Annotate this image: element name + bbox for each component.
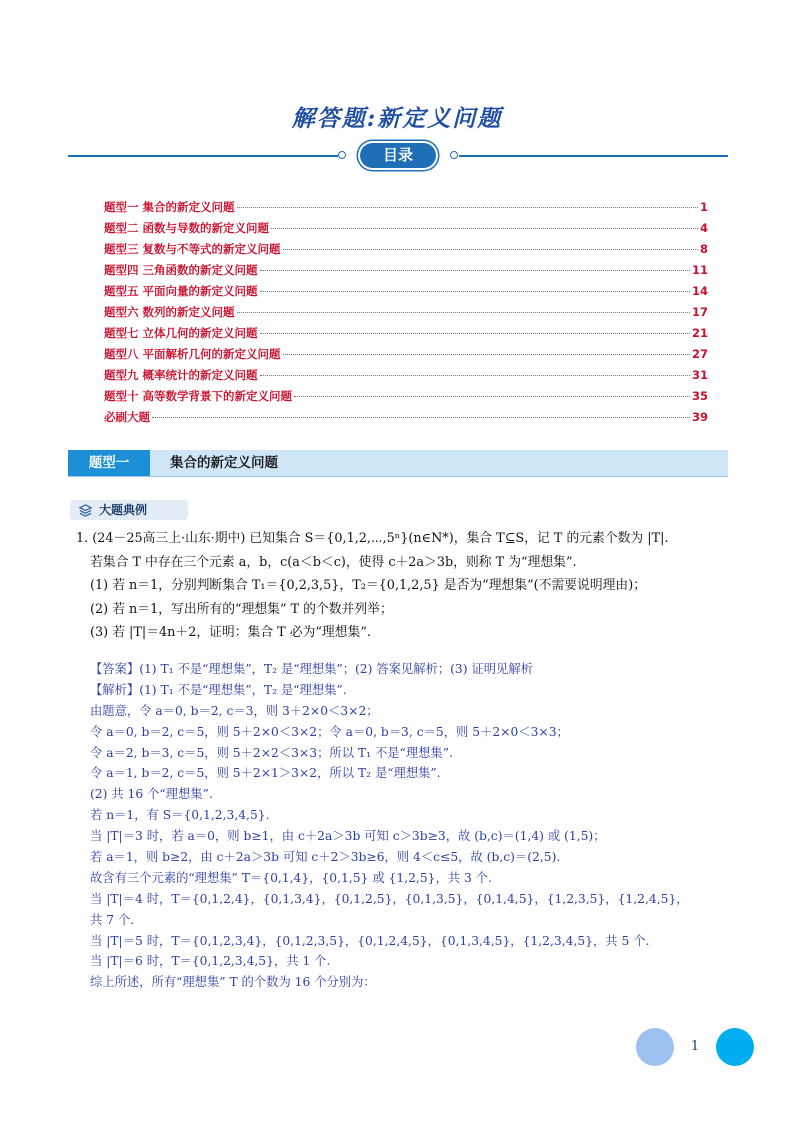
- toc-entry[interactable]: [104, 325, 708, 346]
- toc-leader: [237, 312, 690, 313]
- toc-entry[interactable]: [104, 304, 708, 325]
- solution-line: 当 |T|＝3 时，若 a＝0，则 b≥1，由 c＋2a＞3b 可知 c＞3b≥3，故 (b,c)＝(1,4) 或 (1,5)；: [90, 829, 606, 844]
- solution-line: 若 a＝1，则 b≥2，由 c＋2a＞3b 可知 c＋2＞3b≥6，则 4＜c≤5，故 (b,c)＝(2,5).: [90, 850, 561, 865]
- toc-entry-label: 题型三 复数与不等式的新定义问题: [104, 242, 281, 256]
- toc-entry-label: 题型十 高等数学背景下的新定义问题: [104, 389, 293, 403]
- solution-line: 令 a＝2, b＝3, c＝5，则 5＋2×2＜3×3；所以 T₁ 不是“理想集”.: [90, 745, 453, 760]
- toc-banner-dot-left: [338, 151, 346, 159]
- problem-statement: [76, 527, 736, 645]
- solution-line: 综上所述，所有“理想集” T 的个数为 16 个分别为：: [90, 975, 376, 990]
- solution-line: 当 |T|＝6 时，T＝{0,1,2,3,4,5}，共 1 个.: [90, 954, 331, 969]
- toc-banner: [68, 146, 728, 168]
- toc-banner-line-left: [68, 155, 338, 157]
- toc-heading: 目录: [360, 143, 436, 168]
- toc-entry-page: 1: [699, 200, 708, 214]
- toc-entry[interactable]: [104, 262, 708, 283]
- toc-entry[interactable]: [104, 199, 708, 220]
- page-number: 1: [690, 1039, 700, 1054]
- section-header: [68, 450, 728, 477]
- toc-entry[interactable]: [104, 220, 708, 241]
- toc-entry-page: 4: [699, 221, 708, 235]
- solution-block: [90, 659, 740, 993]
- toc-entry[interactable]: [104, 346, 708, 367]
- toc-entry-label: 题型八 平面解析几何的新定义问题: [104, 347, 281, 361]
- section-title: 集合的新定义问题: [170, 455, 278, 471]
- example-badge-label: 大题典例: [99, 503, 148, 517]
- toc-entry[interactable]: [104, 283, 708, 304]
- table-of-contents: [104, 199, 708, 430]
- toc-banner-line-right: [459, 155, 728, 157]
- toc-leader: [260, 291, 690, 292]
- page-circle-left: [636, 1028, 674, 1066]
- toc-entry-page: 35: [691, 389, 708, 403]
- layers-icon: [78, 503, 93, 518]
- solution-line: 由题意，令 a＝0, b＝2, c＝3，则 3＋2×0＜3×2；: [90, 703, 379, 718]
- toc-entry-page: 8: [699, 242, 708, 256]
- toc-entry-label: 题型七 立体几何的新定义问题: [104, 326, 258, 340]
- toc-entry-page: 21: [691, 326, 708, 340]
- toc-entry-page: 27: [691, 347, 708, 361]
- solution-line: 当 |T|＝5 时，T＝{0,1,2,3,4}，{0,1,2,3,5}，{0,1,2,4,5}，{0,1,3,4,5}，{1,2,3,4,5}，共 5 个.: [90, 933, 650, 948]
- toc-entry[interactable]: [104, 409, 708, 430]
- problem-line: 1. (24－25高三上·山东·期中) 已知集合 S＝{0,1,2,⋯,5ⁿ}(n∈N*)，集合 T⊆S，记 T 的元素个数为 |T|.: [76, 531, 669, 546]
- toc-leader: [260, 270, 690, 271]
- toc-entry-label: 必刷大题: [104, 410, 150, 424]
- page-number-badge: [636, 1028, 754, 1066]
- toc-entry[interactable]: [104, 241, 708, 262]
- toc-leader: [294, 396, 690, 397]
- solution-line: 令 a＝0, b＝2, c＝5，则 5＋2×0＜3×2；令 a＝0, b＝3, c＝5，则 5＋2×0＜3×3；: [90, 724, 569, 739]
- solution-line: 【解析】(1) T₁ 不是“理想集”，T₂ 是“理想集”.: [90, 682, 347, 697]
- solution-line: 【答案】(1) T₁ 不是“理想集”，T₂ 是“理想集”；(2) 答案见解析；(3) 证明见解析: [90, 662, 533, 676]
- toc-entry-page: 11: [691, 263, 708, 277]
- page-title: 解答题:新定义问题: [291, 105, 503, 132]
- problem-line: (3) 若 |T|＝4n＋2，证明：集合 T 必为“理想集”.: [90, 625, 371, 640]
- solution-line: 共 7 个.: [90, 912, 135, 927]
- toc-entry-label: 题型九 概率统计的新定义问题: [104, 368, 258, 382]
- example-badge: [70, 500, 188, 520]
- toc-banner-dot-right: [450, 151, 458, 159]
- section-tag: 题型一: [68, 450, 150, 476]
- toc-entry-page: 39: [691, 410, 708, 424]
- solution-line: 故含有三个元素的“理想集” T＝{0,1,4}，{0,1,5} 或 {1,2,5}，共 3 个.: [90, 870, 492, 885]
- toc-entry-label: 题型一 集合的新定义问题: [104, 200, 235, 214]
- toc-leader: [271, 228, 698, 229]
- toc-entry[interactable]: [104, 367, 708, 388]
- toc-leader: [283, 249, 698, 250]
- solution-line: 若 n＝1，有 S＝{0,1,2,3,4,5}.: [90, 808, 270, 823]
- solution-line: (2) 共 16 个“理想集”.: [90, 787, 213, 802]
- page-circle-right: [716, 1028, 754, 1066]
- toc-leader: [152, 417, 690, 418]
- toc-entry-label: 题型二 函数与导数的新定义问题: [104, 221, 270, 235]
- solution-line: 当 |T|＝4 时，T＝{0,1,2,4}，{0,1,3,4}，{0,1,2,5}，{0,1,3,5}，{0,1,4,5}，{1,2,3,5}，{1,2,4,5}，: [90, 891, 689, 906]
- problem-line: (2) 若 n＝1，写出所有的“理想集” T 的个数并列举；: [90, 601, 393, 617]
- toc-entry-label: 题型五 平面向量的新定义问题: [104, 284, 258, 298]
- toc-leader: [283, 354, 690, 355]
- toc-entry-label: 题型四 三角函数的新定义问题: [104, 263, 258, 277]
- problem-line: (1) 若 n＝1，分别判断集合 T₁＝{0,2,3,5}，T₂＝{0,1,2,5} 是否为“理想集”(不需要说明理由)；: [90, 578, 647, 593]
- toc-entry-page: 31: [691, 368, 708, 382]
- toc-entry-page: 14: [691, 284, 708, 298]
- toc-leader: [237, 207, 698, 208]
- toc-entry-page: 17: [691, 305, 708, 319]
- problem-line: 若集合 T 中存在三个元素 a，b，c(a＜b＜c)，使得 c＋2a＞3b，则称 T 为“理想集”.: [90, 554, 577, 570]
- toc-leader: [260, 333, 690, 334]
- toc-leader: [260, 375, 690, 376]
- toc-entry[interactable]: [104, 388, 708, 409]
- toc-entry-label: 题型六 数列的新定义问题: [104, 305, 235, 319]
- solution-line: 令 a＝1, b＝2, c＝5，则 5＋2×1＞3×2，所以 T₂ 是“理想集”.: [90, 766, 441, 781]
